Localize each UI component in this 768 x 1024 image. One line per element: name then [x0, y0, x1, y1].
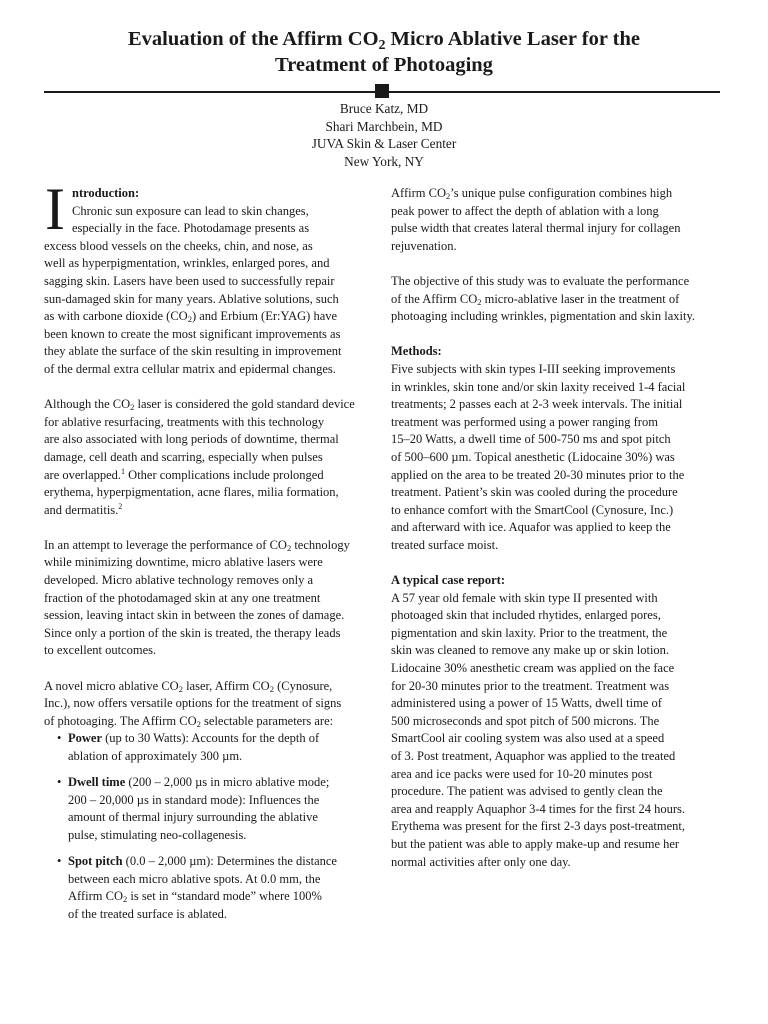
paragraph-line: treatments; 2 passes each at 2-3 week intervals. The initial: [391, 397, 683, 412]
drop-cap: I: [45, 176, 65, 242]
paragraph-affirm-intro: [44, 678, 380, 731]
paragraph-line: fraction of the photodamaged skin at any one treatment: [44, 590, 321, 605]
paragraph-line: normal activities after only one day.: [391, 854, 571, 869]
paragraph-line: of the Affirm $CO_2$ micro-ablative laser in the treatment of: [391, 291, 680, 307]
paragraph-line: as with carbone dioxide $(CO_2)$ and Erbium (Er:YAG) have: [44, 309, 338, 325]
paragraph-line: amount of thermal injury surrounding the ablative: [68, 810, 318, 825]
paragraph-line: applied on the area to be treated 20-30 minutes prior to the: [391, 467, 685, 482]
paragraph-line: treated surface moist.: [391, 537, 499, 552]
paragraph-line: procedure. The patient was advised to gently clean the: [391, 784, 663, 799]
paragraph-line: photoaging including wrinkles, pigmentation and skin laxity.: [391, 309, 696, 324]
paragraph-line: in wrinkles, skin tone and/or skin laxity received 1-4 facial: [391, 379, 686, 394]
paragraph-line: ablation of approximately 300 µm.: [68, 749, 243, 763]
bullet-icon: •: [57, 853, 62, 868]
paragraph-line: of the dermal extra cellular matrix and epidermal changes.: [44, 361, 336, 376]
paragraph-line: skin was cleaned to remove any make up or skin lotion.: [391, 643, 670, 658]
paragraph-line: Inc.), now offers versatile options for the treatment of signs: [44, 696, 342, 711]
paragraph-line: Affirm $CO_2’s$ unique pulse configuration combines high: [391, 186, 673, 201]
paragraph-line: Since only a portion of the skin is treated, the therapy leads: [44, 625, 341, 640]
location: New York, NY: [344, 153, 424, 169]
paragraph-line: developed. Micro ablative technology removes only a: [44, 573, 314, 588]
author-2: Shari Marchbein, MD: [325, 118, 443, 134]
paragraph-line: for ablative resurfacing, treatments with this technology: [44, 414, 325, 429]
paragraph-line: of the treated surface is ablated.: [68, 906, 227, 921]
paragraph-line: damage, cell death and scarring, especially when pulses: [44, 449, 323, 464]
paragraph-line: treatment. Patient’s skin was cooled during the procedure: [391, 485, 678, 500]
paragraph-line: Erythema was present for the first 2-3 days post-treatment,: [391, 819, 686, 834]
paragraph-line: Power (up to 30 Watts): Accounts for the depth of: [68, 731, 320, 746]
title-line-2: Treatment of Photoaging: [275, 54, 493, 76]
paragraph-pulse-configuration: [391, 185, 727, 255]
introduction-heading: ntroduction:: [72, 186, 140, 200]
paragraph-line: treatment was performed using a power ranging from: [391, 414, 658, 429]
methods-section: [391, 343, 727, 554]
paragraph-line: excess blood vessels on the cheeks, chin, and nose, as: [44, 238, 313, 253]
author-block: [134, 100, 634, 170]
footnote-ref: 1: [121, 466, 126, 476]
list-item-power: [44, 730, 380, 765]
paragraph-line: Chronic sun exposure can lead to skin changes,: [72, 203, 309, 218]
paragraph-line: been known to create the most significant improvements as: [44, 326, 341, 341]
paragraph-line: 500 microseconds and spot pitch of 500 microns. The: [391, 713, 660, 728]
paragraph-line: photoaged skin that included rhytides, enlarged pores,: [391, 608, 661, 623]
paragraph-micro-ablative: [44, 537, 380, 660]
paragraph-line: administered using a power of 15 Watts, dwell time of: [391, 696, 662, 711]
paragraph-line: session, leaving intact skin in between the zones of damage.: [44, 608, 345, 623]
paragraph-line: and afterward with ice. Aquafor was applied to keep the: [391, 520, 671, 535]
author-1: Bruce Katz, MD: [339, 101, 429, 116]
paragraph-gold-standard: [44, 396, 380, 519]
methods-heading: Methods:: [391, 344, 442, 359]
paragraph-line: while minimizing downtime, micro ablative lasers were: [44, 555, 323, 570]
paragraph-line: they ablate the surface of the skin resulting in improvement: [44, 344, 342, 359]
paragraph-line: SmartCool air cooling system was also used at a speed: [391, 731, 665, 746]
paragraph-line: The objective of this study was to evaluate the performance: [391, 273, 690, 288]
paragraph-line: Spot pitch (0.0 – 2,000 µm): Determines the distance: [68, 853, 337, 868]
article-title: [40, 26, 728, 78]
paragraph-line: well as hyperpigmentation, wrinkles, enlarged pores, and: [44, 256, 330, 271]
paragraph-line: to enhance comfort with the SmartCool (Cynosure, Inc.): [391, 502, 674, 517]
paragraph-line: Affirm $CO_2$ is set in “standard mode” where 100%: [68, 889, 322, 905]
left-column: [44, 176, 380, 923]
paragraph-line: to excellent outcomes.: [44, 643, 157, 658]
case-report-heading: A typical case report:: [391, 573, 505, 588]
paragraph-line: pigmentation and skin laxity. Prior to the treatment, the: [391, 625, 668, 640]
paragraph-line: are overlapped.$^1$ Other complications include prolonged: [44, 466, 324, 482]
right-column: [391, 185, 727, 871]
paragraph-line: A 57 year old female with skin type II presented with: [391, 590, 658, 605]
paragraph-line: pulse width that creates lateral thermal injury for collagen: [391, 221, 681, 236]
paragraph-line: In an attempt to leverage the performance of $CO_2$ technology: [44, 537, 350, 553]
affiliation: JUVA Skin & Laser Center: [311, 136, 457, 151]
paragraph-objective: [391, 273, 727, 326]
divider-square-ornament: [375, 84, 389, 98]
paragraph-line: 15–20 Watts, a dwell time of 500-750 ms and spot pitch: [391, 432, 671, 447]
paragraph-line: area and ice packs were used for 10-20 minutes post: [391, 766, 653, 781]
bullet-icon: •: [57, 731, 62, 746]
paragraph-line: are also associated with long periods of downtime, thermal: [44, 432, 339, 447]
paragraph-line: 200 – 20,000 µs in standard mode): Influences the: [68, 792, 320, 807]
paragraph-line: Although the $CO_2$ laser is considered the gold standard device: [44, 397, 355, 413]
paragraph-line: but the patient was able to apply make-up and resume her: [391, 836, 680, 851]
paragraph-line: sun-damaged skin for many years. Ablative solutions, such: [44, 291, 339, 306]
paragraph-line: especially in the face. Photodamage presents as: [72, 221, 310, 236]
case-report-section: [391, 572, 727, 871]
paragraph-line: Lidocaine 30% anesthetic cream was applied on the face: [391, 661, 675, 676]
paragraph-line: of photoaging. The Affirm $CO_2$ selectable parameters are:: [44, 713, 334, 729]
title-line-1: Evaluation of the Affirm $CO_2$ Micro Ablative Laser for the: [127, 28, 641, 53]
paragraph-line: A novel micro ablative $CO_2$ laser, Affirm $CO_2$ (Cynosure,: [44, 678, 333, 694]
paragraph-line: sagging skin. Lasers have been used to successfully repair: [44, 273, 335, 288]
paragraph-line: between each micro ablative spots. At 0.0 mm, the: [68, 871, 321, 886]
paragraph-line: pulse, stimulating neo-collagenesis.: [68, 827, 247, 842]
paragraph-line: of 3. Post treatment, Aquaphor was applied to the treated: [391, 749, 676, 763]
paragraph-line: Five subjects with skin types I-III seeking improvements: [391, 361, 676, 376]
footnote-ref: 2: [118, 501, 123, 511]
list-item-dwell-time: [44, 774, 380, 844]
list-item-spot-pitch: [44, 853, 380, 923]
paragraph-line: for 20-30 minutes prior to the treatment. Treatment was: [391, 678, 670, 693]
paragraph-line: area and reapply Aquaphor 3-4 times for the first 24 hours.: [391, 801, 686, 816]
paragraph-line: and dermatitis.$^2$: [44, 501, 123, 517]
paragraph-line: erythema, hyperpigmentation, acne flares, milia formation,: [44, 485, 339, 500]
introduction-section: [44, 176, 380, 379]
paragraph-line: Dwell time (200 – 2,000 µs in micro ablative mode;: [68, 775, 330, 790]
paragraph-line: peak power to affect the depth of ablation with a long: [391, 203, 659, 218]
paragraph-line: of 500–600 µm. Topical anesthetic (Lidocaine 30%) was: [391, 449, 675, 464]
bullet-icon: •: [57, 775, 62, 790]
paragraph-line: rejuvenation.: [391, 238, 457, 253]
